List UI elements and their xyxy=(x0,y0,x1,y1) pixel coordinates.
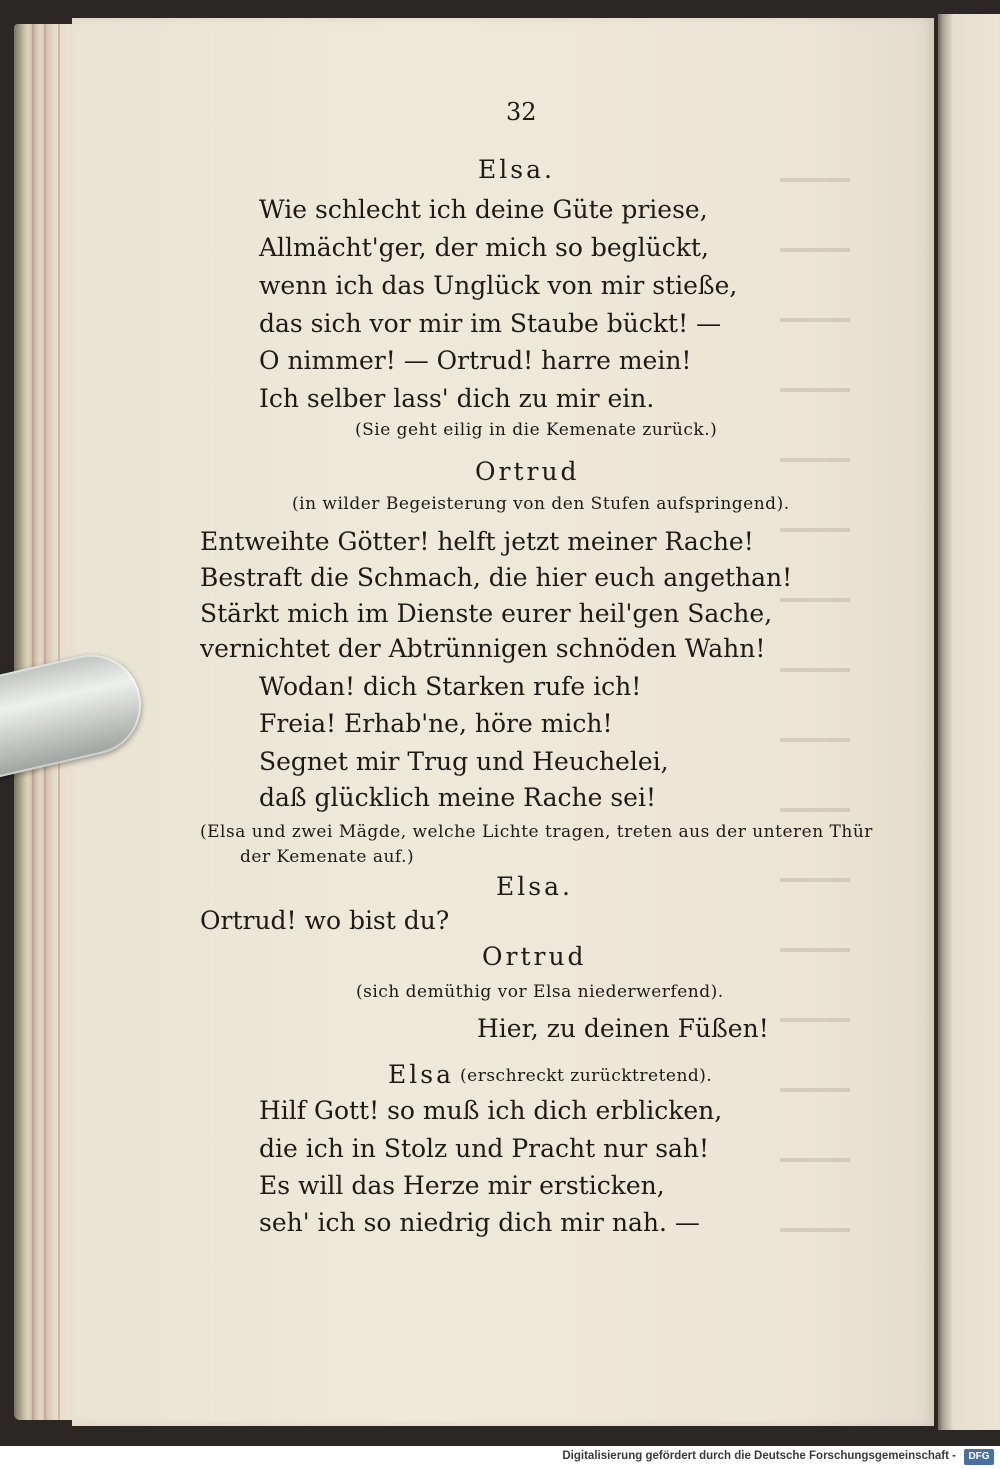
verse-line: Hilf Gott! so muß ich dich erblicken, xyxy=(259,1096,723,1125)
speaker-elsa: Elsa. xyxy=(478,155,555,184)
verse-line: Es will das Herze mir ersticken, xyxy=(259,1171,665,1200)
verse-line: Ortrud! wo bist du? xyxy=(200,906,450,935)
verse-line: seh' ich so niedrig dich mir nah. — xyxy=(259,1208,700,1237)
verse-line: das sich vor mir im Staube bückt! — xyxy=(259,309,722,338)
verse-line: Ich selber lass' dich zu mir ein. xyxy=(259,384,655,413)
speaker-elsa: Elsa xyxy=(388,1060,454,1089)
verse-line: daß glücklich meine Rache sei! xyxy=(259,783,656,812)
speaker-ortrud: Ortrud xyxy=(475,457,580,486)
verse-line: wenn ich das Unglück von mir stieße, xyxy=(259,271,738,300)
stage-direction: (Sie geht eilig in die Kemenate zurück.) xyxy=(355,420,718,440)
dfg-logo: DFG xyxy=(964,1449,994,1465)
verse-line: vernichtet der Abtrünnigen schnöden Wahn! xyxy=(200,634,766,663)
verse-line: Freia! Erhab'ne, höre mich! xyxy=(259,709,613,738)
page-number: 32 xyxy=(506,98,537,126)
stage-direction: (sich demüthig vor Elsa niederwerfend). xyxy=(356,982,724,1002)
speaker-elsa: Elsa. xyxy=(496,872,573,901)
speaker-ortrud: Ortrud xyxy=(482,942,587,971)
verse-line: Entweihte Götter! helft jetzt meiner Rache! xyxy=(200,527,754,556)
stage-direction: (Elsa und zwei Mägde, welche Lichte tragen, treten aus der unteren Thür xyxy=(200,822,873,842)
verse-line: Segnet mir Trug und Heuchelei, xyxy=(259,747,669,776)
verse-line: Stärkt mich im Dienste eurer heil'gen Sache, xyxy=(200,599,773,628)
verse-line: Hier, zu deinen Füßen! xyxy=(477,1014,769,1043)
verse-line: Wie schlecht ich deine Güte priese, xyxy=(259,195,708,224)
verse-line: Wodan! dich Starken rufe ich! xyxy=(259,672,642,701)
verse-line: O nimmer! — Ortrud! harre mein! xyxy=(259,346,692,375)
stage-direction: (in wilder Begeisterung von den Stufen aufspringend). xyxy=(292,494,790,514)
stage-direction: (erschreckt zurücktretend). xyxy=(460,1066,713,1086)
funding-credit: Digitalisierung gefördert durch die Deutsche Forschungsgemeinschaft - xyxy=(562,1450,956,1462)
bleed-through-text xyxy=(780,140,850,1240)
verse-line: die ich in Stolz und Pracht nur sah! xyxy=(259,1134,710,1163)
stage-direction: der Kemenate auf.) xyxy=(240,847,415,867)
verse-line: Allmächt'ger, der mich so beglückt, xyxy=(259,233,709,262)
verse-line: Bestraft die Schmach, die hier euch angethan! xyxy=(200,563,793,592)
facing-page-edge xyxy=(938,14,1000,1430)
